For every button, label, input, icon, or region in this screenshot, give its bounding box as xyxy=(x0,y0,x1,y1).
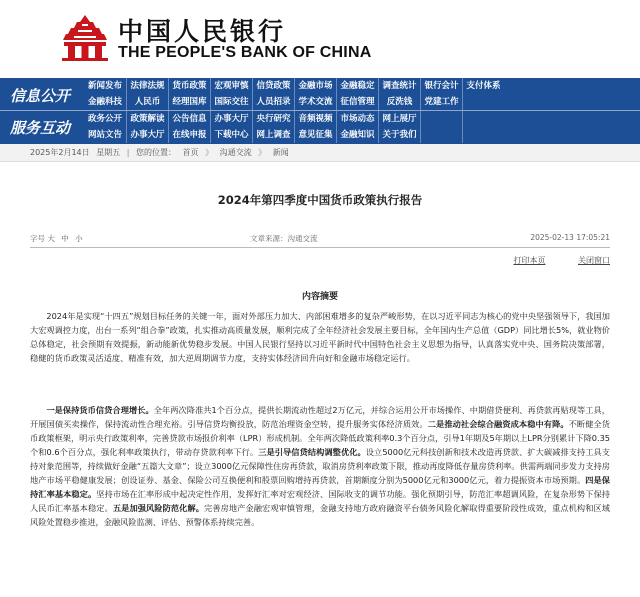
nav-item-site-notices[interactable]: 网站文告 xyxy=(87,130,122,140)
nav-row-2 xyxy=(84,94,640,110)
point-1-body: 全年两次降准共1个百分点，提供长期流动性超过2万亿元，并综合运用公开市场操作、中期借贷便利、再贷款再贴现等工具，开展国债买卖操作，保持流动性合理充裕。引导信贷均衡投放，防范治理资金空转，提升服务实体经济质效。 xyxy=(30,405,610,429)
point-2-body: 不断健全货币政策框架，明示央行政策利率，完善贷款市场报价利率（LPR）形成机制。全年两次降低政策利率0.3个百分点，引导1年期及5年期以上LPR分别累计下降0.35个和0.6个百分点，强化利率政策执行，带动存贷款利率下行。 xyxy=(30,419,610,457)
nav-row-3 xyxy=(84,111,640,127)
nav-item-credit-reference[interactable]: 征信管理 xyxy=(336,94,378,110)
nav-item-media[interactable]: 音频视频 xyxy=(294,111,336,127)
nav-item-empty xyxy=(462,94,504,110)
breadcrumb-separator: 》 xyxy=(205,148,214,157)
nav-item-government-affairs[interactable]: 政务公开 xyxy=(87,114,122,124)
nav-item-online-exhibition[interactable]: 网上展厅 xyxy=(378,111,420,127)
nav-item-financial-stability[interactable]: 金融稳定 xyxy=(336,78,378,94)
nav-item-academic[interactable]: 学术交流 xyxy=(294,94,336,110)
nav-item-credit-policy[interactable]: 信贷政策 xyxy=(252,78,294,94)
breadcrumb-news[interactable]: 新闻 xyxy=(272,148,289,157)
nav-item-anti-money-laundering[interactable]: 反洗钱 xyxy=(378,94,420,110)
article-datetime: 2025-02-13 17:05:21 xyxy=(530,233,610,242)
nav-item-payment-system[interactable]: 支付体系 xyxy=(462,78,504,94)
summary-paragraph-2 xyxy=(30,403,610,529)
nav-item-bank-accounting[interactable]: 银行会计 xyxy=(420,78,462,94)
current-weekday: 星期五 xyxy=(96,148,121,157)
nav-item-financial-knowledge[interactable]: 金融知识 xyxy=(336,127,378,143)
location-prefix: 您的位置： xyxy=(135,148,176,157)
nav-item-empty xyxy=(462,111,504,127)
brand-name-en: THE PEOPLE'S BANK OF CHINA xyxy=(118,44,372,61)
point-1-lead: 一是保持货币信贷合理增长。 xyxy=(46,405,154,415)
nav-item-online-survey[interactable]: 网上调查 xyxy=(252,127,294,143)
breadcrumb: 2025年2月14日 星期五 | 您的位置： 首页 》 沟通交流 》 新闻 xyxy=(0,144,640,162)
font-size-selector xyxy=(30,233,87,244)
nav-item-policy-interpretation[interactable]: 政策解读 xyxy=(126,111,168,127)
nav-item-international[interactable]: 国际交往 xyxy=(210,94,252,110)
nav-section-service-interaction: 服务互动 xyxy=(10,119,71,137)
font-size-small-link[interactable]: 小 xyxy=(75,234,83,243)
nav-item-party-building[interactable]: 党建工作 xyxy=(420,94,462,110)
current-date: 2025年2月14日 xyxy=(30,148,90,157)
breadcrumb-separator: 》 xyxy=(258,148,267,157)
nav-item-recruitment[interactable]: 人员招录 xyxy=(252,94,294,110)
nav-item-laws[interactable]: 法律法规 xyxy=(126,78,168,94)
meta-divider xyxy=(30,247,610,248)
article-meta xyxy=(30,233,610,245)
nav-section-info-disclosure: 信息公开 xyxy=(10,87,71,105)
nav-row-4 xyxy=(84,127,640,143)
print-page-link[interactable]: 打印本页 xyxy=(513,256,546,265)
nav-item-download-center[interactable]: 下载中心 xyxy=(210,127,252,143)
nav-item-fintech[interactable]: 金融科技 xyxy=(87,97,122,107)
font-size-large-link[interactable]: 大 xyxy=(47,234,55,243)
nav-item-news-release[interactable]: 新闻发布 xyxy=(87,81,122,91)
close-window-link[interactable]: 关闭窗口 xyxy=(578,256,610,265)
nav-item-monetary-policy[interactable]: 货币政策 xyxy=(168,78,210,94)
point-3-body: 设立5000亿元科技创新和技术改造再贷款、扩大碳减排支持工具支持对象范围等，持续做好金融“五篇大文章”；设立3000亿元保障性住房再贷款，取消房贷利率政策下限，推动再度降低存量房贷利率。供需两端同步发力支持房地产市场平稳健康发展；创设证券、基金、保险公司互换便利和股票回购增持再贷款，首期额度分别为5000亿元和3000亿元，着力提振资本市场预期。 xyxy=(30,447,610,485)
nav-item-about-us[interactable]: 关于我们 xyxy=(378,127,420,143)
point-3-lead: 三是引导信贷结构调整优化。 xyxy=(258,447,366,457)
breadcrumb-communication[interactable]: 沟通交流 xyxy=(219,148,252,157)
brand-name-cn: 中国人民银行 xyxy=(118,17,287,46)
summary-paragraph-1: 2024年是实现“十四五”规划目标任务的关键一年，面对外部压力加大、内部困难增多的复杂严峻形势，在以习近平同志为核心的党中央坚强领导下，我国加大宏观调控力度，出台一系列“组合拳”政策，扎实推动高质量发展，顺利完成了全年经济社会发展主要目标，全年国内生产总值（GDP）同比增长5%，就业物价总体稳定，社会预期有效提振，新动能新优势稳步发展。中国人民银行坚持以习近平新时代中国特色社会主义思想为指导，认真落实党中央、国务院决策部署，稳健的货币政策灵活适度、精准有效，加大逆周期调节力度，支持实体经济回升向好和金融市场稳定运行。 xyxy=(30,311,610,363)
nav-row-1 xyxy=(84,78,640,94)
point-4-body: 坚持市场在汇率形成中起决定性作用，发挥好汇率对宏观经济、国际收支的调节功能。强化预期引导，防范汇率超调风险，在复杂形势下保持人民币汇率基本稳定。 xyxy=(30,489,610,513)
nav-item-announcements[interactable]: 公告信息 xyxy=(168,111,210,127)
site-header xyxy=(0,0,640,78)
nav-item-empty xyxy=(420,111,462,127)
pboc-logo-icon[interactable] xyxy=(60,12,110,62)
nav-item-service-hall-2[interactable]: 办事大厅 xyxy=(126,127,168,143)
main-navigation xyxy=(0,78,640,144)
nav-item-treasury[interactable]: 经理国库 xyxy=(168,94,210,110)
nav-item-statistics[interactable]: 调查统计 xyxy=(378,78,420,94)
nav-item-service-hall[interactable]: 办事大厅 xyxy=(210,111,252,127)
nav-item-market-news[interactable]: 市场动态 xyxy=(336,111,378,127)
point-5-body: 完善房地产金融宏观审慎管理，金融支持地方政府融资平台债务风险化解取得重要阶段性成效，重点机构和区域风险处置稳步推进，金融风险监测、评估、预警体系持续完善。 xyxy=(30,503,610,527)
article-source: 文章来源：沟通交流 xyxy=(250,234,318,243)
font-size-label: 字号 xyxy=(30,234,45,243)
nav-item-empty xyxy=(462,127,504,143)
nav-item-macroprudential[interactable]: 宏观审慎 xyxy=(210,78,252,94)
nav-item-empty xyxy=(420,127,462,143)
point-2-lead: 二是推动社会综合融资成本稳中有降。 xyxy=(427,419,569,429)
nav-item-financial-market[interactable]: 金融市场 xyxy=(294,78,336,94)
summary-heading: 内容摘要 xyxy=(301,292,338,302)
font-size-medium-link[interactable]: 中 xyxy=(61,234,69,243)
article-title: 2024年第四季度中国货币政策执行报告 xyxy=(217,193,423,207)
point-5-lead: 五是加强风险防范化解。 xyxy=(112,503,205,513)
article-actions xyxy=(483,255,610,266)
nav-item-rmb[interactable]: 人民币 xyxy=(126,94,168,110)
nav-item-online-declaration[interactable]: 在线申报 xyxy=(168,127,210,143)
breadcrumb-home[interactable]: 首页 xyxy=(182,148,199,157)
nav-item-opinion-collection[interactable]: 意见征集 xyxy=(294,127,336,143)
point-4-lead: 四是保持汇率基本稳定。 xyxy=(30,475,610,499)
nav-item-research[interactable]: 央行研究 xyxy=(252,111,294,127)
